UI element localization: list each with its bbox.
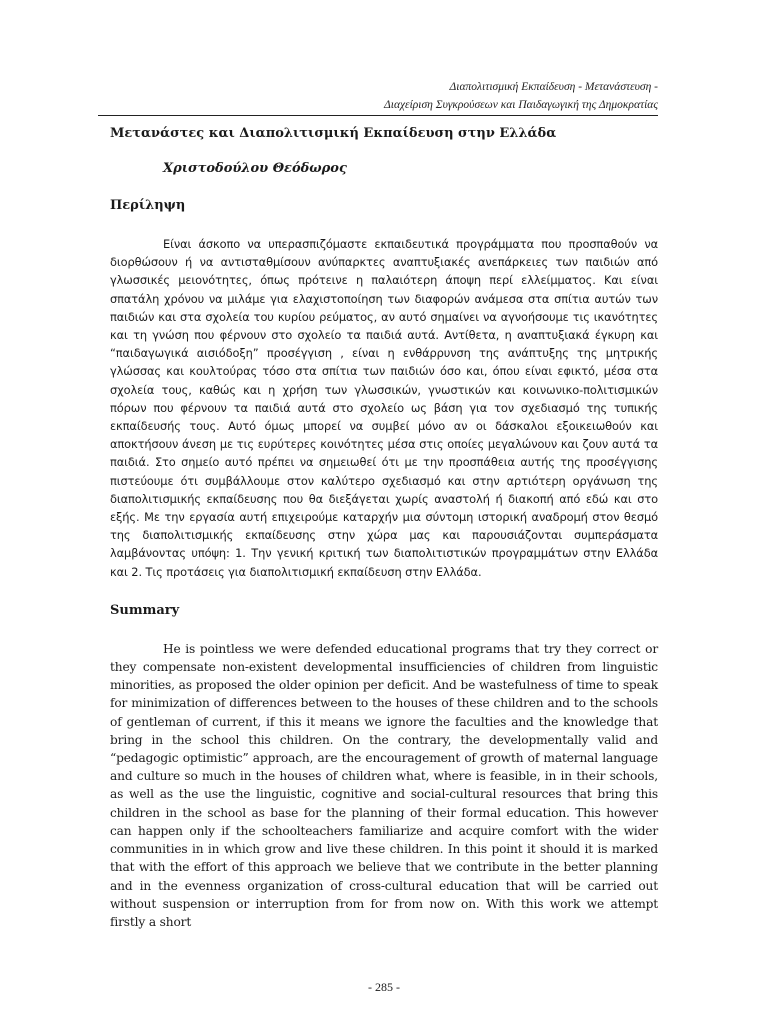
page-number: - 285 - — [368, 980, 400, 994]
running-header-line-1: Διαπολιτισμική Εκπαίδευση - Μετανάστευση - — [449, 81, 658, 93]
article-title: Μετανάστες και Διαπολιτισμική Εκπαίδευση στην Ελλάδα — [110, 126, 557, 141]
article-author: Χριστοδούλου Θεόδωρος — [163, 161, 347, 176]
abstract-greek-text: Είναι άσκοπο να υπερασπιζόμαστε εκπαιδευτικά προγράμματα που προσπαθούν να διορθώσουν ή να αντισταθμίσουν ανύπαρκτες αναπτυξιακές ανεπάρκειες των παιδιών από γλωσσικές μειονότητες, όπως πρότεινε η παλαιότερη άποψη περί ελλείμματος. Και είναι σπατάλη χρόνου να μιλάμε για ελαχιστοποίηση των διαφορών ανάμεσα στα σπίτια αυτών των παιδιών και στα σχολεία του κυρίου ρεύματος, αν αυτό σημαίνει να αγνοήσουμε τις ικανότητες και τη γνώση που φέρνουν στο σχολείο τα παιδιά αυτά. Αντίθετα, η αναπτυξιακά έγκυρη και “παιδαγωγικά αισιόδοξη” προσέγγιση , είναι η ενθάρρυνση της ανάπτυξης της μητρικής γλώσσας και κουλτούρας τόσο στα σπίτια των παιδιών όσο και, όπου είναι εφικτό, μέσα στα σχολεία τους, καθώς και η χρήση των γλωσσικών, γνωστικών και κοινωνικο-πολιτισμικών πόρων που φέρνουν τα παιδιά αυτά στο σχολείο ως βάση για τον σχεδιασμό της τυπικής εκπαίδευσής τους. Αυτό όμως μπορεί να συμβεί μόνο αν οι δάσκαλοι εξοικειωθούν και αποκτήσουν άνεση με τις ευρύτερες κοινότητες μέσα στις οποίες μεγαλώνουν και ζουν αυτά τα παιδιά. Στο σημείο αυτό πρέπει να σημειωθεί ότι με την προσπάθεια αυτής της προσέγγισης πιστεύουμε ότι συμβάλλουμε στον καλύτερο σχεδιασμό και στην αρτιότερη οργάνωση της διαπολιτισμικής εκπαίδευσης που θα διεξάγεται χωρίς αναστολή ή διακοπή από εδώ και στο εξής. Με την εργασία αυτή επιχειρούμε καταρχήν μια σύντομη ιστορική αναδρομή στον θεσμό της διαπολιτισμικής εκπαίδευσης στην χώρα μας και παρουσιάζονται συμπεράσματα λαμβάνοντας υπόψη: 1. Την γενική κριτική των διαπολιτιστικών προγραμμάτων στην Ελλάδα και 2. Τις προτάσεις για διαπολιτισμική εκπαίδευση στην Ελλάδα. — [110, 237, 658, 579]
running-header — [98, 78, 658, 116]
abstract-english-text: He is pointless we were defended educational programs that try they correct or they compensate non-existent developmental insufficiencies of children from linguistic minorities, as proposed the older opinion per deficit. And be wastefulness of time to speak for minimization of differences between to the houses of these children and to the schools of gentleman of current, if this it means we ignore the faculties and the knowledge that bring in the school this children. On the contrary, the developmentally valid and “pedagogic optimistic” approach, are the encouragement of growth of maternal language and culture so much in the houses of children what, where is feasible, in in their schools, as well as the use the linguistic, cognitive and social-cultural resources that bring this children in the school as base for the planning of their formal education. This however can happen only if the schoolteachers familiarize and acquire comfort with the wider communities in in which grow and live these children. In this point it should it is marked that with the effort of this approach we believe that we contribute in the better planning and in the evenness organization of cross-cultural education that will be carried out without suspension or interruption from for from now on. With this work we attempt firstly a short — [110, 641, 658, 929]
abstract-english-heading: Summary — [110, 602, 180, 618]
running-header-line-2: Διαχείριση Συγκρούσεων και Παιδαγωγική της Δημοκρατίας — [384, 99, 658, 111]
article-body — [110, 126, 658, 931]
abstract-greek-heading: Περίληψη — [110, 198, 186, 213]
